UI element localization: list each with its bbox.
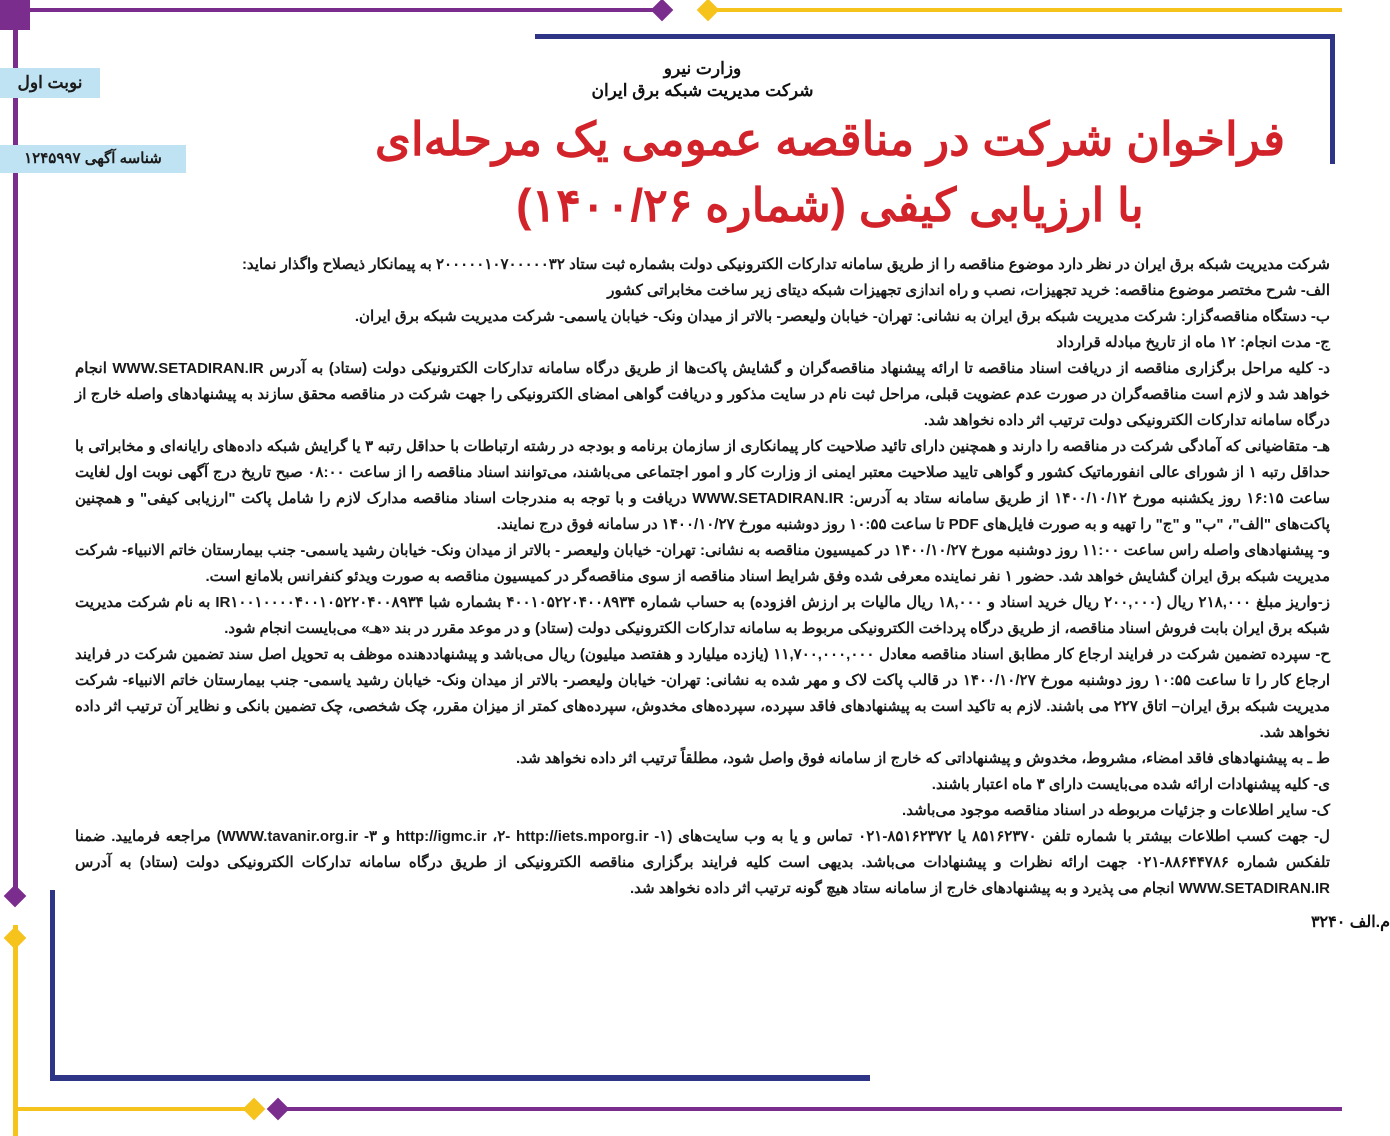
top-left-corner-block bbox=[0, 0, 30, 30]
round-badge: نوبت اول bbox=[0, 68, 100, 98]
bottom-border-yellow bbox=[18, 1107, 258, 1111]
clause-kaf: ک- سایر اطلاعات و جزئیات مربوطه در اسناد مناقصه موجود می‌باشد. bbox=[902, 802, 1330, 819]
clause-jim: ج- مدت انجام: ۱۲ ماه از تاریخ مبادله قرارداد bbox=[1056, 334, 1330, 351]
clause-dal: د- کلیه مراحل برگزاری مناقصه از دریافت اسناد مناقصه تا ارائه پیشنهاد مناقصه‌گران و گشایش پاکت‌ها از طریق درگاه سامانه تدارکات الکترونیکی دولت (ستاد) به آدرس WWW.SETADIRAN.IR انجام خواهد شد و لازم است مناقصه‌گران در صورت عدم عضویت قبلی، مراحل ثبت نام در سایت مذکور و دریافت گواهی امضای الکترونیکی را جهت شرکت در مناقصه محقق سازند به پیشنهادهای واصله خارج از درگاه سامانه تدارکات الکترونیکی دولت ترتیب اثر داده نخواهد شد. bbox=[75, 360, 1330, 429]
clause-ze: ز-واریز مبلغ ۲۱۸,۰۰۰ ریال (۲۰۰,۰۰۰ ریال خرید اسناد و ۱۸,۰۰۰ ریال مالیات بر ارزش افزوده) به حساب شماره ۴۰۰۱۰۵۲۲۰۴۰۰۸۹۳۴ بشماره شبا IR۱۰۰۱۰۰۰۰۴۰۰۱۰۵۲۲۰۴۰۰۸۹۳۴ به نام شرکت مدیریت شبکه برق ایران بابت فروش اسناد مناقصه، از طریق درگاه پرداخت الکترونیکی مربوط به سامانه تدارکات الکترونیکی دولت (ستاد) و در موعد مقرر در بند «هـ» می‌بایست انجام شود. bbox=[75, 594, 1330, 637]
frame-right bbox=[1330, 34, 1335, 164]
company-name: شرکت مدیریت شبکه برق ایران bbox=[591, 81, 814, 100]
clause-be: ب- دستگاه مناقصه‌گزار: شرکت مدیریت شبکه برق ایران به نشانی: تهران- خیابان ولیعصر- بالاتر از میدان ونک- خیابان یاسمی- شرکت مدیریت شبکه برق ایران. bbox=[354, 308, 1330, 325]
clause-he-jimi: ح- سپرده تضمین شرکت در فرایند ارجاع کار مطابق اسناد مناقصه معادل ۱۱,۷۰۰,۰۰۰,۰۰۰ (یازده میلیارد و هفتصد میلیون) ریال می‌باشد و پیشنهاددهنده موظف به تحویل اصل سند تضمین شرکت در فرایند ارجاع کار را تا ساعت ۱۰:۵۵ روز دوشنبه مورخ ۱۴۰۰/۱۰/۲۷ در قالب پاکت لاک و مهر شده به نشانی: تهران- خیابان ولیعصر- بالاتر از میدان ونک- خیابان رشید یاسمی- جنب بیمارستان خاتم الانبیاء- شرکت مدیریت شبکه برق ایران– اتاق ۲۲۷ می باشند. لازم به تاکید است به پیشنهادهای فاقد سپرده، سپرده‌های مخدوش، سپرده‌های کمتر از میزان مقرر، چک شخصی، چک تضمین بانکی و نظایر آن ترتیب اثر داده نخواهد شد. bbox=[75, 646, 1331, 741]
header-block bbox=[423, 58, 983, 102]
frame-bottom bbox=[50, 1075, 870, 1081]
title-line-2: با ارزیابی کیفی (شماره ۱۴۰۰/۲۶) bbox=[516, 179, 1144, 231]
tender-body bbox=[75, 252, 1330, 902]
left-border-diamond-purple bbox=[4, 885, 27, 908]
clause-ye: ی- کلیه پیشنهادات ارائه شده می‌بایست دارای ۳ ماه اعتبار باشند. bbox=[931, 776, 1330, 793]
publication-code: م.الف ۳۲۴۰ bbox=[1310, 914, 1390, 931]
clause-lam: ل- جهت کسب اطلاعات بیشتر با شماره تلفن ۸۵۱۶۲۳۷۰ یا ۸۵۱۶۲۳۷۲-۰۲۱ تماس و یا به وب سایت‌های (۱- http://igmc.ir ،۲- http://iets.mporg.ir و ۳- WWW.tavanir.org.ir) مراجعه فرمایید. ضمنا تلفکس شماره ۸۸۶۴۴۷۸۶-۰۲۱ جهت ارائه نظرات و پیشنهادات می‌باشد. بدیهی است کلیه فرایند برگزاری مناقصه الکترونیکی از طریق درگاه سامانه تدارکات الکترونیکی دولت (ستاد) به آدرس WWW.SETADIRAN.IR انجام می پذیرد و به پیشنهادهای خارج از سامانه ستاد هیچ گونه ترتیب اثر داده نخواهد شد. bbox=[75, 828, 1330, 897]
left-border-yellow bbox=[13, 925, 18, 1136]
intro-paragraph: شرکت مدیریت شبکه برق ایران در نظر دارد موضوع مناقصه را از طریق سامانه تدارکات الکترونیکی دولت بشماره ثبت ستاد ۲۰۰۰۰۰۱۰۷۰۰۰۰۰۳۲ به پیمانکار ذیصلاح واگذار نماید: bbox=[241, 256, 1330, 273]
clause-ta: ط ـ به پیشنهادهای فاقد امضاء، مشروط، مخدوش و پیشنهاداتی که خارج از سامانه فوق واصل شود، مطلقاً ترتیب اثر داده نخواهد شد. bbox=[515, 750, 1330, 767]
clause-vav: و- پیشنهادهای واصله راس ساعت ۱۱:۰۰ روز دوشنبه مورخ ۱۴۰۰/۱۰/۲۷ در کمیسیون مناقصه به نشانی: تهران- خیابان ولیعصر - بالاتر از میدان ونک- خیابان رشید یاسمی- جنب بیمارستان خاتم الانبیاء- شرکت مدیریت شبکه برق ایران گشایش خواهد شد. حضور ۱ نفر نماینده معرفی شده وفق شرایط اسناد مناقصه از سوی مناقصه‌گر در کمیسیون مناقصه به صورت ویدئو کنفرانس بلامانع است. bbox=[75, 542, 1330, 585]
clause-he: هـ- متقاضیانی که آمادگی شرکت در مناقصه را دارند و همچنین دارای تائید صلاحیت کار پیمانکاری از سازمان برنامه و بودجه در رشته ارتباطات با حداقل رتبه ۳ یا گرایش شبکه داده‌های رایانه‌ای و مخابراتی با حداقل رتبه ۱ از شورای عالی انفورماتیک کشور و گواهی تایید صلاحیت معتبر ایمنی از وزارت کار و امور اجتماعی می‌باشند، می‌توانند اسناد مناقصه را از ساعت ۰۸:۰۰ صبح تاریخ درج آگهی نوبت اول لغایت ساعت ۱۶:۱۵ روز یکشنبه مورخ ۱۴۰۰/۱۰/۱۲ از طریق سامانه ستاد به آدرس: WWW.SETADIRAN.IR دریافت و با توجه به مندرجات اسناد مناقصه مدارک لازم را شامل پاکت "ارزیابی کیفی" و همچنین پاکت‌های "الف"، "ب" و "ج" را تهیه و به صورت فایل‌های PDF تا ساعت ۱۰:۵۵ روز دوشنبه مورخ ۱۴۰۰/۱۰/۲۷ در سامانه فوق درج نمایند. bbox=[75, 438, 1331, 533]
bottom-border-diamond-purple bbox=[267, 1098, 290, 1121]
ad-id-badge: شناسه آگهی ۱۲۴۵۹۹۷ bbox=[0, 145, 186, 173]
title-block bbox=[330, 106, 1330, 238]
notice-content bbox=[75, 0, 1390, 934]
clause-alef: الف- شرح مختصر موضوع مناقصه: خرید تجهیزات، نصب و راه اندازی تجهیزات شبکه دیتای زیر ساخت مخابراتی کشور bbox=[607, 282, 1330, 299]
bottom-border-diamond-yellow bbox=[243, 1098, 266, 1121]
bottom-border-purple bbox=[280, 1107, 1342, 1111]
frame-left bbox=[50, 890, 55, 1080]
left-border-diamond-yellow bbox=[4, 927, 27, 950]
title-line-1: فراخوان شرکت در مناقصه عمومی یک مرحله‌ای bbox=[374, 113, 1286, 165]
ministry-name: وزارت نیرو bbox=[663, 59, 742, 78]
